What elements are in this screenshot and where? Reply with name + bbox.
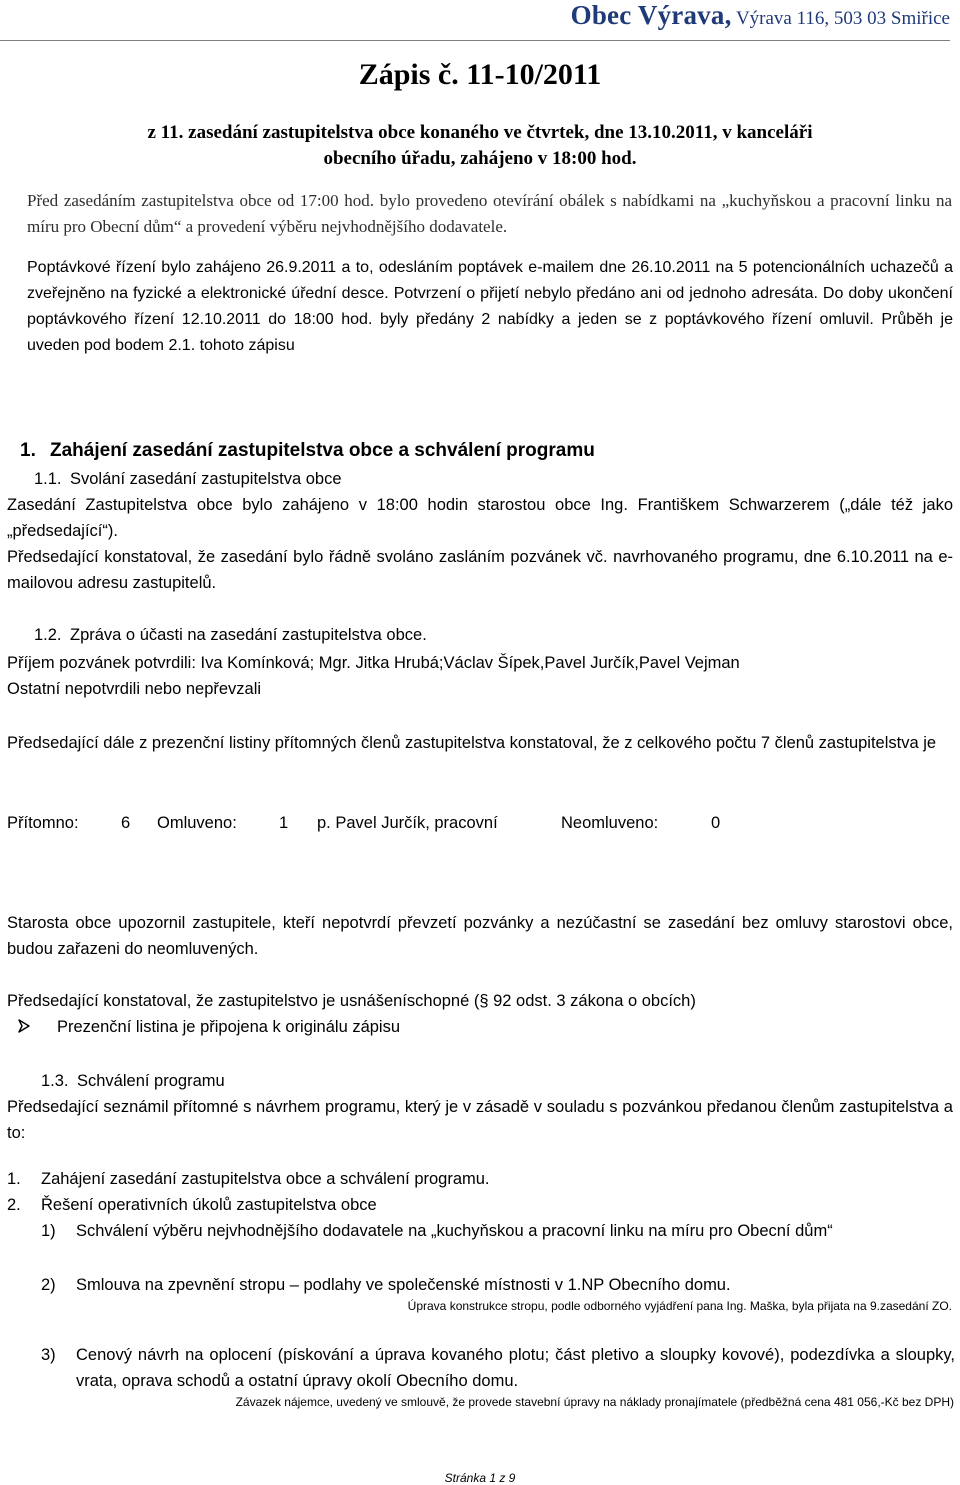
arrow-bullet-icon <box>7 1014 57 1040</box>
attendance-list-text: Prezenční listina je připojena k originálu zápisu <box>57 1018 401 1036</box>
tender-paragraph <box>7 255 953 359</box>
program-list <box>7 1166 953 1218</box>
document-subtitle <box>20 120 940 172</box>
attendance-statement: Předsedající dále z prezenční listiny přítomných členů zastupitelstva konstatoval, že z celkového počtu 7 členů zastupitelstva je <box>7 734 937 752</box>
letterhead <box>0 0 950 41</box>
subprogram-item-3-text: Cenový návrh na oplocení (pískování a úprava kovaného plotu; část pletivo a sloupky kovové), podezdívka a sloupky, vrata, oprava schodů a ostatní úpravy okolí Obecního domu. <box>76 1346 955 1390</box>
attendance-line <box>7 810 953 836</box>
section-1-1-heading <box>7 466 954 492</box>
section-1-2-number: 1.2. <box>34 626 62 644</box>
section-1-3-title: Schválení programu <box>77 1072 225 1090</box>
section-1-3-heading <box>7 1068 953 1094</box>
section-1-1-paragraph-2: Předsedající konstatoval, že zasedání bylo řádně svoláno zasláním pozvánek vč. navrhovaného programu, dne 6.10.2011 na e-mailovou adresu zastupitelů. <box>7 548 953 592</box>
subprogram-item-1 <box>41 1218 955 1244</box>
unexcused-value: 0 <box>711 814 721 832</box>
section-1-heading <box>7 438 953 464</box>
unexcused-label: Neomluveno: <box>561 814 659 832</box>
subprogram-item-3-number: 3) <box>41 1346 56 1364</box>
present-value: 6 <box>121 814 131 832</box>
section-1-2-heading <box>7 622 954 648</box>
subprogram-item-1-text: Schválení výběru nejvhodnějšího dodavatele na „kuchyňskou a pracovní linku na míru pro Obecní dům“ <box>76 1222 833 1240</box>
excused-value: 1 <box>279 814 289 832</box>
municipality-address: Výrava 116, 503 03 Smiřice <box>731 8 950 29</box>
program-item-1-number: 1. <box>7 1170 21 1188</box>
subprogram-item-2 <box>41 1272 955 1298</box>
section-1-1-paragraph-1: Zasedání Zastupitelstva obce bylo zahájeno v 18:00 hodin starostou obce Ing. Františkem Schwarzerem („dále též jako „předsedající“). <box>7 496 953 540</box>
mayor-notice: Starosta obce upozornil zastupitele, kteří nepotvrdí převzetí pozvánky a nezúčastní se zasedání bez omluvy starostovi obce, budou zařazeni do neomluvených. <box>7 914 953 958</box>
section-1-2-title: Zpráva o účasti na zasedání zastupitelstva obce. <box>70 626 427 644</box>
section-1-1-title: Svolání zasedání zastupitelstva obce <box>70 470 342 488</box>
subprogram-item-3 <box>41 1342 955 1394</box>
quorum-statement: Předsedající konstatoval, že zastupitelstvo je usnášeníschopné (§ 92 odst. 3 zákona o obcích) <box>7 992 696 1010</box>
section-1-1-number: 1.1. <box>34 470 62 488</box>
subprogram-item-2-text: Smlouva na zpevnění stropu – podlahy ve společenské místnosti v 1.NP Obecního domu. <box>76 1276 731 1294</box>
subtitle-line-2: obecního úřadu, zahájeno v 18:00 hod. <box>323 148 637 169</box>
subprogram-item-2-number: 2) <box>41 1276 56 1294</box>
section-1-number: 1. <box>20 440 36 461</box>
tender-text: Poptávkové řízení bylo zahájeno 26.9.2011 a to, odesláním poptávek e-mailem dne 26.10.2011 na 5 potencionálních uchazečů a zveřejněno na fyzické a elektronické úřední desce. Potvrzení o přijetí nebylo předáno ani od jednoho adresáta. Do doby ukončení poptávkového řízení 12.10.2011 do 18:00 hod. byly předány 2 nabídky a jeden se z poptávkového řízení omluvil. Průběh je uveden pod bodem 2.1. tohoto zápisu <box>27 259 953 354</box>
program-item-1-text: Zahájení zasedání zastupitelstva obce a schválení programu. <box>41 1170 490 1188</box>
page-number: Stránka 1 z 9 <box>444 1471 516 1485</box>
program-item-2 <box>7 1192 953 1218</box>
section-1-3-paragraph: Předsedající seznámil přítomné s návrhem programu, který je v zásadě v souladu s pozvánkou předanou členům zastupitelstva a to: <box>7 1098 953 1142</box>
section-1-title: Zahájení zasedání zastupitelstva obce a schválení programu <box>50 440 595 461</box>
program-item-2-text: Řešení operativních úkolů zastupitelstva obce <box>41 1196 377 1214</box>
subprogram-item-2-note: Úprava konstrukce stropu, podle odborného vyjádření pana Ing. Maška, byla přijata na 9.zasedání ZO. <box>407 1299 952 1313</box>
subprogram-item-1-number: 1) <box>41 1222 56 1240</box>
invitations-confirmed: Příjem pozvánek potvrdili: Iva Komínková; Mgr. Jitka Hrubá;Václav Šípek,Pavel Jurčík,Pavel Vejman <box>7 654 740 672</box>
program-item-2-number: 2. <box>7 1196 21 1214</box>
subtitle-line-1: z 11. zasedání zastupitelstva obce konaného ve čtvrtek, dne 13.10.2011, v kanceláři <box>147 122 813 143</box>
document-title: Zápis č. 11-10/2011 <box>358 58 602 91</box>
attendance-list-bullet <box>7 1014 953 1040</box>
section-1-3-number: 1.3. <box>41 1072 69 1090</box>
program-item-1 <box>7 1166 953 1192</box>
invitations-not-confirmed: Ostatní nepotvrdili nebo nepřevzali <box>7 680 262 698</box>
subprogram-item-3-note: Závazek nájemce, uvedený ve smlouvě, že provede stavební úpravy na náklady pronajímatele (předběžná cena 481 056,-Kč bez DPH) <box>235 1395 954 1409</box>
excused-note: p. Pavel Jurčík, pracovní <box>317 814 498 832</box>
municipality-name: Obec Výrava, <box>570 0 732 30</box>
present-label: Přítomno: <box>7 814 79 832</box>
excused-label: Omluveno: <box>157 814 237 832</box>
intro-paragraph: Před zasedáním zastupitelstva obce od 17:00 hod. bylo provedeno otevírání obálek s nabídkami na „kuchyňskou a pracovní linku na míru pro Obecní dům“ a provedení výběru nejvhodnějšího dodavatele. <box>27 191 952 236</box>
